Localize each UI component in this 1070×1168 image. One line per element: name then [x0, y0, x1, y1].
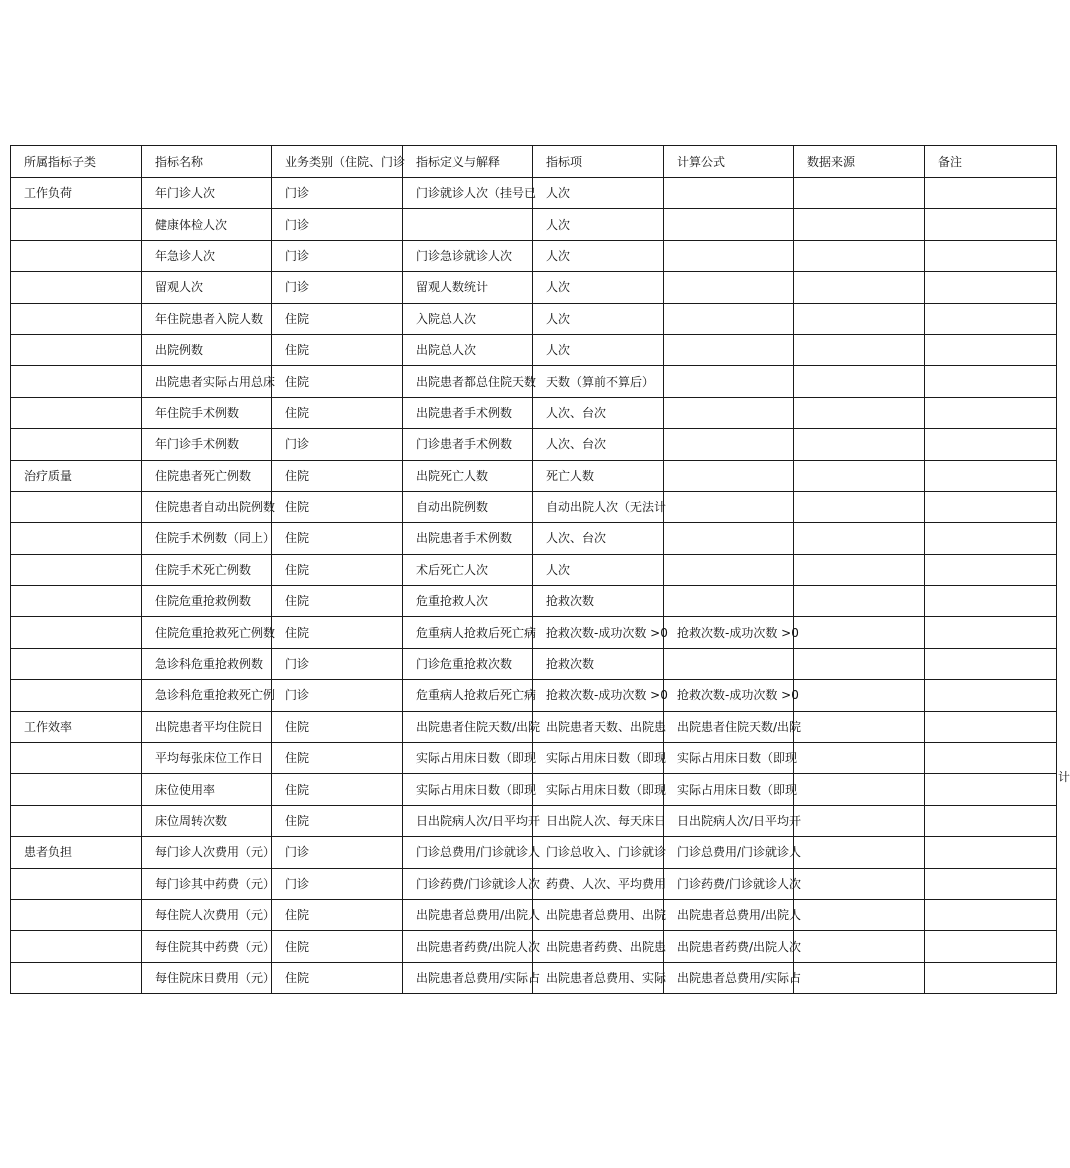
definition-cell: 出院患者住院天数/出院	[403, 711, 533, 742]
indicator-item-cell: 实际占用床日数（即现	[533, 774, 664, 805]
table-row	[11, 366, 1057, 397]
remarks-cell	[925, 491, 1057, 522]
formula-cell: 实际占用床日数（即现	[664, 743, 794, 774]
table-row	[11, 397, 1057, 428]
data-source-cell	[794, 366, 925, 397]
indicator-name-cell: 健康体检人次	[142, 209, 272, 240]
formula-cell	[664, 366, 794, 397]
definition-cell: 出院患者总费用/出院人	[403, 899, 533, 930]
indicator-name-cell: 住院手术例数（同上）	[142, 523, 272, 554]
table-row	[11, 680, 1057, 711]
business-type-cell: 住院	[272, 366, 403, 397]
indicator-item-cell: 天数（算前不算后）	[533, 366, 664, 397]
data-source-cell	[794, 680, 925, 711]
definition-cell: 入院总人次	[403, 303, 533, 334]
indicator-name-cell: 出院患者平均住院日	[142, 711, 272, 742]
indicator-name-cell: 年门诊手术例数	[142, 429, 272, 460]
indicator-name-cell: 每住院其中药费（元）	[142, 931, 272, 962]
data-source-cell	[794, 209, 925, 240]
header-cell-data-source: 数据来源	[794, 146, 925, 178]
table-row	[11, 931, 1057, 962]
formula-cell: 实际占用床日数（即现	[664, 774, 794, 805]
indicator-name-cell: 出院例数	[142, 334, 272, 365]
business-type-cell: 住院	[272, 491, 403, 522]
subcategory-cell	[11, 523, 142, 554]
business-type-cell: 住院	[272, 962, 403, 993]
subcategory-cell	[11, 805, 142, 836]
indicator-item-cell: 实际占用床日数（即现	[533, 743, 664, 774]
indicator-item-cell: 人次、台次	[533, 523, 664, 554]
formula-cell: 门诊总费用/门诊就诊人	[664, 837, 794, 868]
definition-cell	[403, 209, 533, 240]
data-source-cell	[794, 711, 925, 742]
remarks-cell	[925, 240, 1057, 271]
formula-cell	[664, 491, 794, 522]
data-source-cell	[794, 931, 925, 962]
indicator-item-cell: 抢救次数-成功次数 >0	[533, 680, 664, 711]
definition-cell: 门诊危重抢救次数	[403, 648, 533, 679]
indicator-name-cell: 年住院手术例数	[142, 397, 272, 428]
data-source-cell	[794, 523, 925, 554]
indicator-name-cell: 住院危重抢救例数	[142, 586, 272, 617]
indicator-name-cell: 床位周转次数	[142, 805, 272, 836]
header-cell-indicator-item: 指标项	[533, 146, 664, 178]
indicator-item-cell: 出院患者药费、出院患	[533, 931, 664, 962]
definition-cell: 自动出院例数	[403, 491, 533, 522]
subcategory-cell	[11, 743, 142, 774]
business-type-cell: 住院	[272, 554, 403, 585]
subcategory-cell	[11, 931, 142, 962]
subcategory-cell	[11, 868, 142, 899]
formula-cell: 出院患者总费用/出院人	[664, 899, 794, 930]
data-source-cell	[794, 617, 925, 648]
definition-cell: 危重抢救人次	[403, 586, 533, 617]
business-type-cell: 住院	[272, 774, 403, 805]
subcategory-cell	[11, 648, 142, 679]
subcategory-cell: 治疗质量	[11, 460, 142, 491]
remarks-cell	[925, 209, 1057, 240]
table-row	[11, 460, 1057, 491]
indicator-name-cell: 每住院床日费用（元）	[142, 962, 272, 993]
formula-cell	[664, 272, 794, 303]
header-row	[11, 146, 1057, 178]
indicator-name-cell: 住院患者自动出院例数	[142, 491, 272, 522]
definition-cell: 实际占用床日数（即现	[403, 743, 533, 774]
header-cell-indicator-name: 指标名称	[142, 146, 272, 178]
indicator-item-cell: 抢救次数	[533, 586, 664, 617]
table-row	[11, 586, 1057, 617]
remarks-cell	[925, 429, 1057, 460]
remarks-cell	[925, 931, 1057, 962]
indicator-item-cell: 人次、台次	[533, 397, 664, 428]
remarks-cell	[925, 272, 1057, 303]
header-cell-subcategory: 所属指标子类	[11, 146, 142, 178]
remarks-cell	[925, 805, 1057, 836]
data-source-cell	[794, 774, 925, 805]
business-type-cell: 住院	[272, 523, 403, 554]
business-type-cell: 门诊	[272, 648, 403, 679]
table-row	[11, 837, 1057, 868]
indicator-item-cell: 出院患者总费用、出院	[533, 899, 664, 930]
table-body	[11, 178, 1057, 994]
definition-cell: 出院患者都总住院天数	[403, 366, 533, 397]
table-row	[11, 209, 1057, 240]
remarks-cell	[925, 837, 1057, 868]
definition-cell: 出院患者手术例数	[403, 397, 533, 428]
formula-cell: 日出院病人次/日平均开	[664, 805, 794, 836]
indicator-name-cell: 每门诊其中药费（元）	[142, 868, 272, 899]
indicator-table	[10, 145, 1057, 994]
data-source-cell	[794, 648, 925, 679]
indicator-name-cell: 平均每张床位工作日	[142, 743, 272, 774]
data-source-cell	[794, 178, 925, 209]
remarks-cell	[925, 303, 1057, 334]
indicator-name-cell: 住院手术死亡例数	[142, 554, 272, 585]
subcategory-cell	[11, 617, 142, 648]
data-source-cell	[794, 962, 925, 993]
indicator-item-cell: 自动出院人次（无法计	[533, 491, 664, 522]
definition-cell: 门诊急诊就诊人次	[403, 240, 533, 271]
definition-cell: 出院患者总费用/实际占	[403, 962, 533, 993]
header-cell-formula: 计算公式	[664, 146, 794, 178]
business-type-cell: 住院	[272, 743, 403, 774]
remarks-cell	[925, 554, 1057, 585]
definition-cell: 日出院病人次/日平均开	[403, 805, 533, 836]
business-type-cell: 住院	[272, 397, 403, 428]
table-row	[11, 334, 1057, 365]
remarks-cell	[925, 334, 1057, 365]
indicator-item-cell: 人次、台次	[533, 429, 664, 460]
formula-cell	[664, 240, 794, 271]
subcategory-cell	[11, 491, 142, 522]
data-source-cell	[794, 837, 925, 868]
business-type-cell: 门诊	[272, 429, 403, 460]
subcategory-cell: 工作效率	[11, 711, 142, 742]
subcategory-cell	[11, 334, 142, 365]
data-source-cell	[794, 240, 925, 271]
data-source-cell	[794, 334, 925, 365]
business-type-cell: 住院	[272, 303, 403, 334]
subcategory-cell	[11, 366, 142, 397]
table-row	[11, 899, 1057, 930]
business-type-cell: 住院	[272, 805, 403, 836]
definition-cell: 出院患者药费/出院人次	[403, 931, 533, 962]
formula-cell	[664, 648, 794, 679]
subcategory-cell: 工作负荷	[11, 178, 142, 209]
header-cell-remarks: 备注	[925, 146, 1057, 178]
data-source-cell	[794, 460, 925, 491]
table-row	[11, 805, 1057, 836]
formula-cell: 出院患者药费/出院人次	[664, 931, 794, 962]
remarks-cell	[925, 523, 1057, 554]
formula-cell	[664, 586, 794, 617]
data-source-cell	[794, 586, 925, 617]
business-type-cell: 门诊	[272, 209, 403, 240]
business-type-cell: 门诊	[272, 680, 403, 711]
business-type-cell: 住院	[272, 334, 403, 365]
business-type-cell: 门诊	[272, 868, 403, 899]
table-row	[11, 648, 1057, 679]
business-type-cell: 住院	[272, 586, 403, 617]
definition-cell: 出院患者手术例数	[403, 523, 533, 554]
table-row	[11, 178, 1057, 209]
table-row	[11, 554, 1057, 585]
indicator-item-cell: 死亡人数	[533, 460, 664, 491]
data-source-cell	[794, 303, 925, 334]
formula-cell	[664, 554, 794, 585]
indicator-name-cell: 住院患者死亡例数	[142, 460, 272, 491]
table-row	[11, 774, 1057, 805]
definition-cell: 出院总人次	[403, 334, 533, 365]
definition-cell: 出院死亡人数	[403, 460, 533, 491]
indicator-item-cell: 人次	[533, 240, 664, 271]
subcategory-cell	[11, 397, 142, 428]
indicator-item-cell: 人次	[533, 272, 664, 303]
data-source-cell	[794, 429, 925, 460]
subcategory-cell	[11, 680, 142, 711]
definition-cell: 术后死亡人次	[403, 554, 533, 585]
indicator-item-cell: 人次	[533, 178, 664, 209]
definition-cell: 门诊药费/门诊就诊人次	[403, 868, 533, 899]
indicator-name-cell: 留观人次	[142, 272, 272, 303]
business-type-cell: 门诊	[272, 178, 403, 209]
formula-cell: 出院患者住院天数/出院	[664, 711, 794, 742]
header-cell-business-type: 业务类别（住院、门诊	[272, 146, 403, 178]
remarks-cell	[925, 899, 1057, 930]
definition-cell: 实际占用床日数（即现	[403, 774, 533, 805]
remarks-cell	[925, 711, 1057, 742]
table-row	[11, 240, 1057, 271]
business-type-cell: 住院	[272, 711, 403, 742]
subcategory-cell	[11, 899, 142, 930]
table-row	[11, 429, 1057, 460]
formula-cell	[664, 523, 794, 554]
table-row	[11, 743, 1057, 774]
indicator-name-cell: 每住院人次费用（元）	[142, 899, 272, 930]
business-type-cell: 门诊	[272, 272, 403, 303]
indicator-name-cell: 急诊科危重抢救死亡例	[142, 680, 272, 711]
business-type-cell: 住院	[272, 899, 403, 930]
table-row	[11, 303, 1057, 334]
definition-cell: 危重病人抢救后死亡病	[403, 680, 533, 711]
formula-cell: 抢救次数-成功次数 >0	[664, 680, 794, 711]
formula-cell: 抢救次数-成功次数 >0	[664, 617, 794, 648]
header-cell-definition: 指标定义与解释	[403, 146, 533, 178]
formula-cell: 出院患者总费用/实际占	[664, 962, 794, 993]
formula-cell	[664, 397, 794, 428]
remarks-cell	[925, 397, 1057, 428]
remarks-cell	[925, 868, 1057, 899]
subcategory-cell: 患者负担	[11, 837, 142, 868]
indicator-name-cell: 床位使用率	[142, 774, 272, 805]
formula-cell	[664, 460, 794, 491]
definition-cell: 危重病人抢救后死亡病	[403, 617, 533, 648]
remarks-cell	[925, 648, 1057, 679]
subcategory-cell	[11, 554, 142, 585]
formula-cell	[664, 209, 794, 240]
definition-cell: 门诊总费用/门诊就诊人	[403, 837, 533, 868]
table-row	[11, 523, 1057, 554]
remarks-cell	[925, 366, 1057, 397]
indicator-item-cell: 人次	[533, 554, 664, 585]
remarks-cell	[925, 962, 1057, 993]
table-row	[11, 868, 1057, 899]
data-source-cell	[794, 743, 925, 774]
business-type-cell: 住院	[272, 617, 403, 648]
indicator-item-cell: 人次	[533, 209, 664, 240]
subcategory-cell	[11, 962, 142, 993]
overflow-text-fragment: 计	[1058, 770, 1070, 784]
definition-cell: 门诊就诊人次（挂号已	[403, 178, 533, 209]
definition-cell: 留观人数统计	[403, 272, 533, 303]
indicator-name-cell: 住院危重抢救死亡例数	[142, 617, 272, 648]
subcategory-cell	[11, 272, 142, 303]
subcategory-cell	[11, 209, 142, 240]
indicator-name-cell: 年急诊人次	[142, 240, 272, 271]
indicator-item-cell: 人次	[533, 303, 664, 334]
indicator-item-cell: 抢救次数-成功次数 >0	[533, 617, 664, 648]
formula-cell: 门诊药费/门诊就诊人次	[664, 868, 794, 899]
formula-cell	[664, 429, 794, 460]
formula-cell	[664, 334, 794, 365]
indicator-name-cell: 年住院患者入院人数	[142, 303, 272, 334]
definition-cell: 门诊患者手术例数	[403, 429, 533, 460]
indicator-item-cell: 药费、人次、平均费用	[533, 868, 664, 899]
business-type-cell: 门诊	[272, 837, 403, 868]
indicator-item-cell: 抢救次数	[533, 648, 664, 679]
business-type-cell: 住院	[272, 460, 403, 491]
remarks-cell	[925, 586, 1057, 617]
data-source-cell	[794, 554, 925, 585]
table-row	[11, 617, 1057, 648]
indicator-name-cell: 年门诊人次	[142, 178, 272, 209]
remarks-cell	[925, 743, 1057, 774]
data-source-cell	[794, 272, 925, 303]
subcategory-cell	[11, 429, 142, 460]
indicator-name-cell: 急诊科危重抢救例数	[142, 648, 272, 679]
indicator-item-cell: 出院患者总费用、实际	[533, 962, 664, 993]
indicator-name-cell: 出院患者实际占用总床	[142, 366, 272, 397]
remarks-cell	[925, 617, 1057, 648]
indicator-item-cell: 日出院人次、每天床日	[533, 805, 664, 836]
data-source-cell	[794, 491, 925, 522]
table-row	[11, 711, 1057, 742]
data-source-cell	[794, 868, 925, 899]
data-source-cell	[794, 397, 925, 428]
remarks-cell	[925, 774, 1057, 805]
table-row	[11, 962, 1057, 993]
remarks-cell	[925, 680, 1057, 711]
subcategory-cell	[11, 774, 142, 805]
formula-cell	[664, 178, 794, 209]
business-type-cell: 门诊	[272, 240, 403, 271]
indicator-item-cell: 出院患者天数、出院患	[533, 711, 664, 742]
data-source-cell	[794, 805, 925, 836]
subcategory-cell	[11, 240, 142, 271]
formula-cell	[664, 303, 794, 334]
indicator-name-cell: 每门诊人次费用（元）	[142, 837, 272, 868]
remarks-cell	[925, 178, 1057, 209]
business-type-cell: 住院	[272, 931, 403, 962]
indicator-item-cell: 门诊总收入、门诊就诊	[533, 837, 664, 868]
indicator-item-cell: 人次	[533, 334, 664, 365]
remarks-cell	[925, 460, 1057, 491]
data-source-cell	[794, 899, 925, 930]
subcategory-cell	[11, 303, 142, 334]
table-row	[11, 491, 1057, 522]
table-row	[11, 272, 1057, 303]
subcategory-cell	[11, 586, 142, 617]
